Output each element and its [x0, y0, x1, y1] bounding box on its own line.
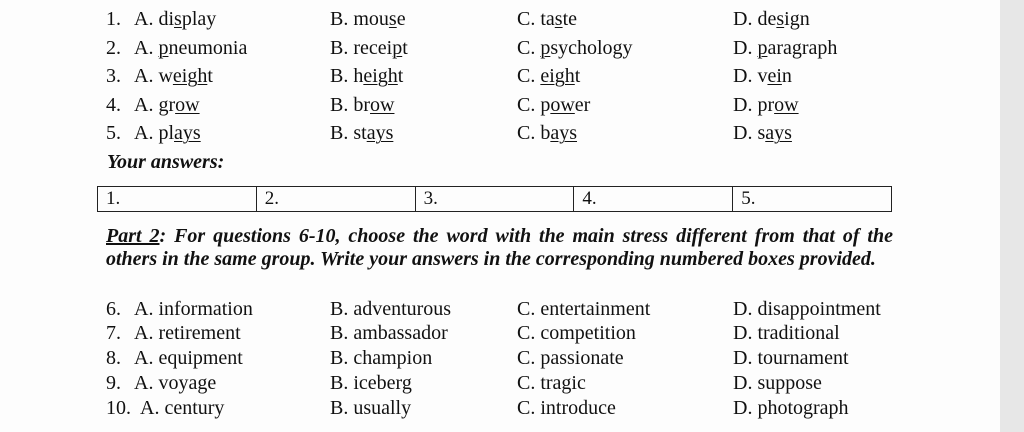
option: A. weight: [134, 65, 213, 87]
answer-box-3[interactable]: 3.: [415, 187, 574, 212]
question-number: 5.: [106, 122, 121, 144]
option-d: D. traditional: [733, 322, 840, 344]
option-a: A. voyage: [134, 372, 217, 394]
question-row: [0, 396, 1000, 420]
question-row: [0, 64, 1000, 88]
question-number: 10.: [106, 397, 131, 419]
option: D. says: [733, 122, 792, 144]
option: B. stays: [330, 122, 394, 144]
option: A. plays: [134, 122, 201, 144]
question-number: 1.: [106, 8, 121, 30]
option: C. taste: [517, 8, 578, 30]
option-d: D. disappointment: [733, 298, 881, 320]
option-a: A. equipment: [134, 347, 243, 369]
option-c: C. entertainment: [517, 298, 651, 320]
question-number: 4.: [106, 94, 121, 116]
question-row: [0, 121, 1000, 145]
option-d: D. tournament: [733, 347, 849, 369]
part2-instruction-text: : For questions 6-10, choose the word with the main stress different from that of the others in the same group. Write your answers in the corresponding numbered boxes provided.: [106, 225, 893, 270]
option-b: B. champion: [330, 347, 433, 369]
question-number: 7.: [106, 322, 121, 344]
option: A. display: [134, 8, 217, 30]
option: C. power: [517, 94, 591, 116]
option-b: B. adventurous: [330, 298, 452, 320]
option: D. prow: [733, 94, 799, 116]
option-c: C. tragic: [517, 372, 586, 394]
question-row: [0, 371, 1000, 395]
option-c: C. competition: [517, 322, 636, 344]
option: B. receipt: [330, 37, 408, 59]
question-row: [0, 36, 1000, 60]
option-c: C. passionate: [517, 347, 624, 369]
option: A. pneumonia: [134, 37, 248, 59]
question-row: [0, 346, 1000, 370]
option: D. paragraph: [733, 37, 838, 59]
option-b: B. usually: [330, 397, 412, 419]
option-d: D. photograph: [733, 397, 849, 419]
question-number: 6.: [106, 298, 121, 320]
answer-box-2[interactable]: 2.: [256, 187, 415, 212]
page-edge: [1000, 0, 1024, 432]
part2-label: Part 2: [106, 225, 160, 247]
option: B. brow: [330, 94, 395, 116]
option: B. mouse: [330, 8, 406, 30]
option-d: D. suppose: [733, 372, 822, 394]
option: C. bays: [517, 122, 578, 144]
option: A. grow: [134, 94, 200, 116]
question-number: 3.: [106, 65, 121, 87]
option: C. eight: [517, 65, 581, 87]
answer-box-5[interactable]: 5.: [733, 187, 892, 212]
option-c: C. introduce: [517, 397, 616, 419]
question-row: [0, 7, 1000, 31]
option: D. vein: [733, 65, 792, 87]
option-a: A. information: [134, 298, 253, 320]
question-number: 2.: [106, 37, 121, 59]
option: C. psychology: [517, 37, 633, 59]
option-a: A. century: [140, 397, 225, 419]
option: D. design: [733, 8, 810, 30]
question-row: [0, 93, 1000, 117]
part2-instructions: [106, 225, 893, 271]
question-row: [0, 297, 1000, 321]
option: B. height: [330, 65, 404, 87]
option-a: A. retirement: [134, 322, 241, 344]
question-number: 9.: [106, 372, 121, 394]
option-b: B. iceberg: [330, 372, 412, 394]
answers-label: Your answers:: [107, 151, 225, 173]
answer-boxes: [97, 186, 892, 212]
option-b: B. ambassador: [330, 322, 448, 344]
answer-box-1[interactable]: 1.: [98, 187, 257, 212]
answer-box-4[interactable]: 4.: [574, 187, 733, 212]
question-number: 8.: [106, 347, 121, 369]
question-row: [0, 321, 1000, 345]
